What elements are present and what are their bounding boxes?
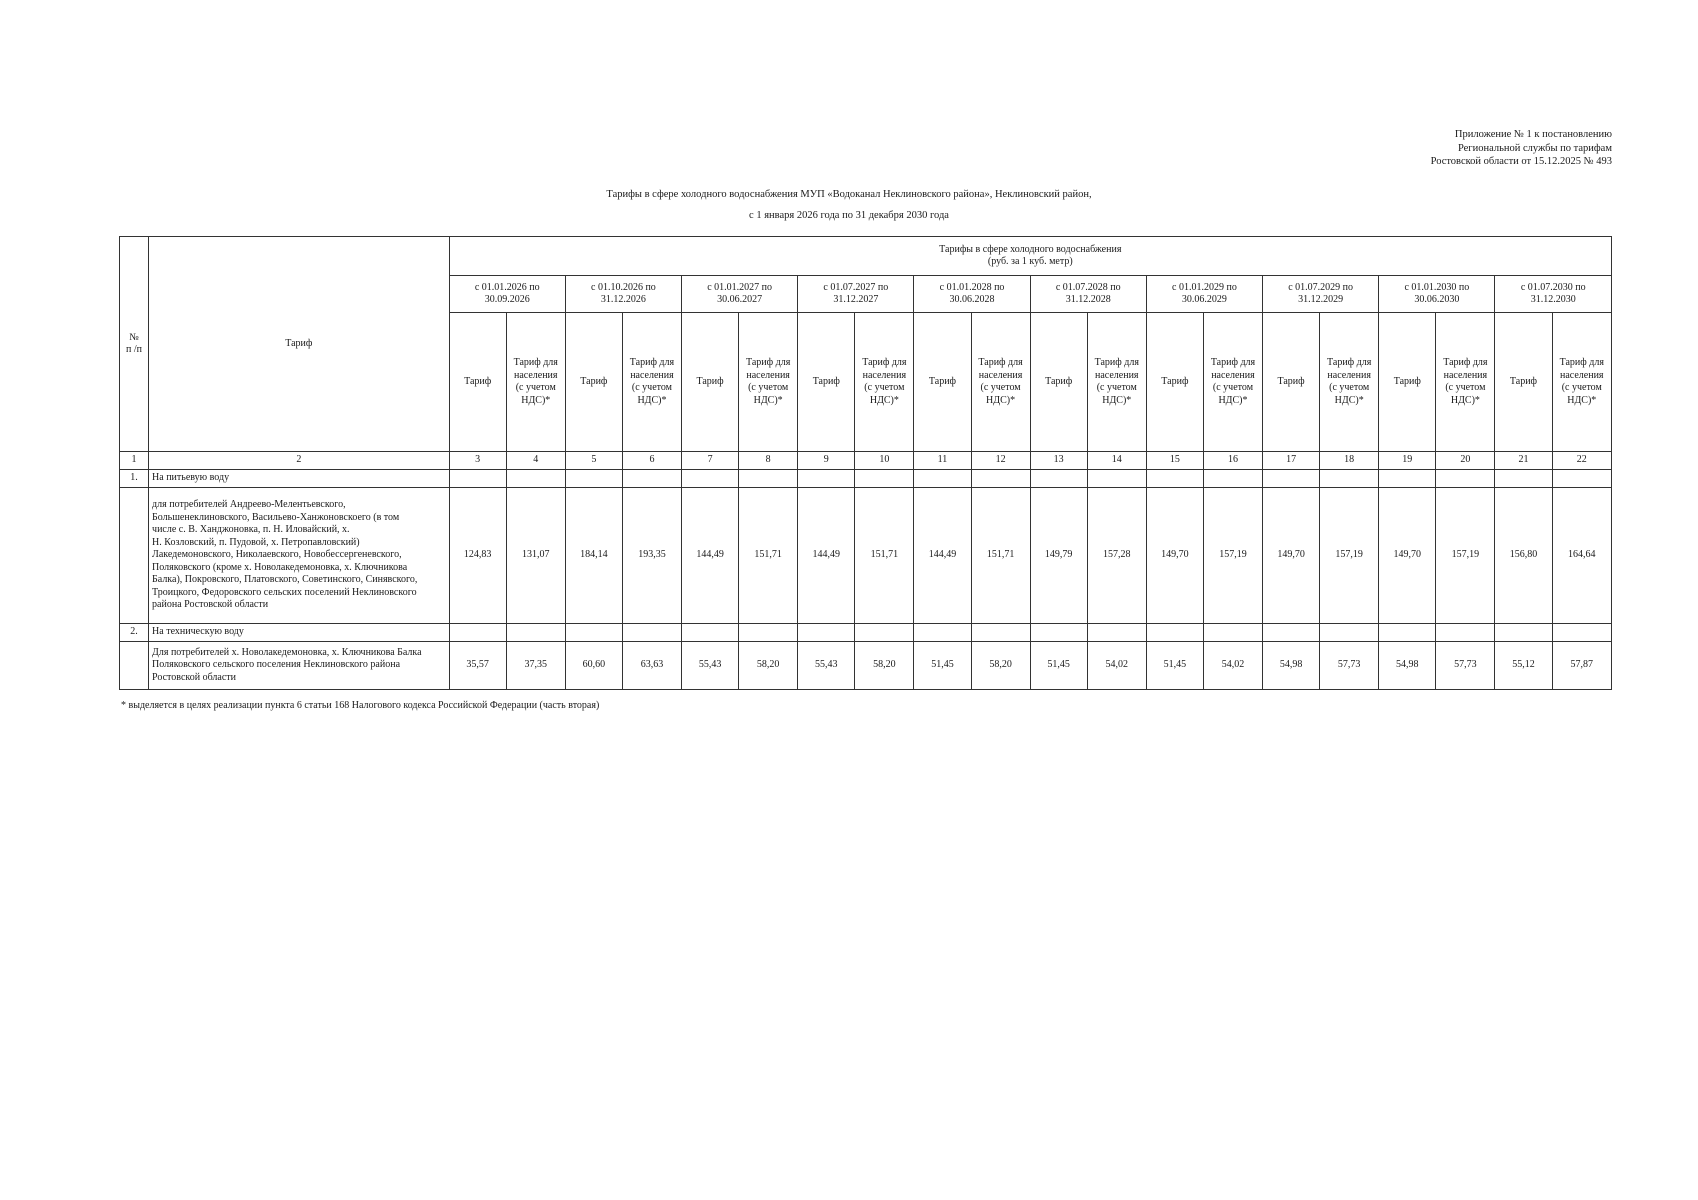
tariff-value: 151,71 [739,488,798,624]
column-number: 20 [1436,452,1495,470]
section-no: 2. [120,624,149,642]
subheader-population: Тариф для населения (с учетом НДС)* [506,313,565,452]
empty-cell [682,624,739,642]
empty-cell [914,624,971,642]
empty-cell [622,624,681,642]
empty-cell [1552,624,1611,642]
empty-cell [914,470,971,488]
empty-cell [971,624,1030,642]
subheader-population: Тариф для населения (с учетом НДС)* [739,313,798,452]
subheader-tariff: Тариф [565,313,622,452]
column-number: 9 [798,452,855,470]
tariff-value: 35,57 [449,642,506,690]
header-group: Тарифы в сфере холодного водоснабжения (руб. за 1 куб. метр) [449,237,1611,276]
tariff-value: 131,07 [506,488,565,624]
column-number: 12 [971,452,1030,470]
empty-cell [1263,624,1320,642]
annex-line: Приложение № 1 к постановлению [1454,129,1612,140]
period-header: с 01.01.2030 по 30.06.2030 [1379,276,1495,313]
header-tariff: Тариф [149,237,450,452]
subheader-population: Тариф для населения (с учетом НДС)* [971,313,1030,452]
period-header: с 01.07.2028 по 31.12.2028 [1030,276,1146,313]
period-header: с 01.07.2029 по 31.12.2029 [1263,276,1379,313]
period-header: с 01.01.2028 по 30.06.2028 [914,276,1030,313]
tariff-value: 149,70 [1379,488,1436,624]
tariff-value: 55,12 [1495,642,1552,690]
table-row [120,488,1612,624]
row-no [120,488,149,624]
title-line-1: Тарифы в сфере холодного водоснабжения МУП «Водоканал Неклиновского района», Неклиновский район, [606,189,1092,200]
column-number: 19 [1379,452,1436,470]
empty-cell [798,470,855,488]
tariff-value: 58,20 [971,642,1030,690]
tariff-value: 149,70 [1146,488,1203,624]
footnote: * выделяется в целях реализации пункта 6 статьи 168 Налогового кодекса Российской Федерации (часть вторая) [121,700,600,711]
subheader-population: Тариф для населения (с учетом НДС)* [1320,313,1379,452]
empty-cell [1495,624,1552,642]
empty-cell [1320,470,1379,488]
tariff-value: 157,19 [1320,488,1379,624]
subheader-tariff: Тариф [1495,313,1552,452]
row-no [120,642,149,690]
tariff-value: 51,45 [914,642,971,690]
empty-cell [1087,624,1146,642]
subheader-tariff: Тариф [1146,313,1203,452]
tariff-value: 51,45 [1146,642,1203,690]
tariff-value: 54,02 [1203,642,1262,690]
tariff-value: 144,49 [682,488,739,624]
subheader-tariff: Тариф [1030,313,1087,452]
header-row [120,237,1612,276]
column-number: 17 [1263,452,1320,470]
section-row [120,624,1612,642]
empty-cell [739,470,798,488]
tariff-value: 58,20 [855,642,914,690]
empty-cell [682,470,739,488]
subheader-tariff: Тариф [1379,313,1436,452]
period-header: с 01.10.2026 по 31.12.2026 [565,276,681,313]
tariff-value: 144,49 [798,488,855,624]
tariff-value: 57,73 [1436,642,1495,690]
empty-cell [1146,470,1203,488]
section-title: На питьевую воду [149,470,450,488]
row-label: для потребителей Андреево-Мелентьевского, Большенеклиновского, Васильево-Ханжоновскоего (в том числе с. В. Ханджоновка, п. Н. Иловайский, х. Н. Козловский, п. Пудовой, х. Петропавловский) Лакедемоновского, Николаевского, Новобессергеневского, Поляковского (кроме х. Новолакедемоновка, х. Ключникова Балка), Покровского, Платовского, Советинского, Синявского, Троицкого, Федоровского сельских поселений Неклиновского района Ростовской области [149,488,450,624]
period-header: с 01.07.2030 по 31.12.2030 [1495,276,1612,313]
tariff-value: 51,45 [1030,642,1087,690]
empty-cell [1379,470,1436,488]
tariff-value: 55,43 [798,642,855,690]
tariff-value: 37,35 [506,642,565,690]
empty-cell [855,470,914,488]
column-number: 14 [1087,452,1146,470]
empty-cell [1320,624,1379,642]
subheader-tariff: Тариф [449,313,506,452]
tariff-value: 63,63 [622,642,681,690]
tariff-value: 57,87 [1552,642,1611,690]
subheader-population: Тариф для населения (с учетом НДС)* [1203,313,1262,452]
subheader-tariff: Тариф [1263,313,1320,452]
empty-cell [1146,624,1203,642]
empty-cell [855,624,914,642]
column-number: 1 [120,452,149,470]
period-header: с 01.07.2027 по 31.12.2027 [798,276,914,313]
empty-cell [1030,470,1087,488]
subheader-population: Тариф для населения (с учетом НДС)* [622,313,681,452]
column-number: 13 [1030,452,1087,470]
tariff-value: 144,49 [914,488,971,624]
subheader-tariff: Тариф [914,313,971,452]
section-title: На техническую воду [149,624,450,642]
tariff-value: 55,43 [682,642,739,690]
period-header: с 01.01.2029 по 30.06.2029 [1146,276,1262,313]
subheader-population: Тариф для населения (с учетом НДС)* [1087,313,1146,452]
annex-line: Ростовской области от 15.12.2025 № 493 [1430,156,1612,167]
empty-cell [971,470,1030,488]
tariff-value: 54,98 [1263,642,1320,690]
tariff-value: 157,19 [1203,488,1262,624]
tariff-value: 151,71 [971,488,1030,624]
tariff-value: 184,14 [565,488,622,624]
row-label: Для потребителей х. Новолакедемоновка, х. Ключникова Балка Поляковского сельского поселения Неклиновского района Ростовской области [149,642,450,690]
tariff-table [119,236,1612,690]
column-number: 11 [914,452,971,470]
tariff-value: 156,80 [1495,488,1552,624]
period-header: с 01.01.2026 по 30.09.2026 [449,276,565,313]
subheader-population: Тариф для населения (с учетом НДС)* [855,313,914,452]
empty-cell [1436,470,1495,488]
column-number: 7 [682,452,739,470]
column-number: 5 [565,452,622,470]
tariff-value: 124,83 [449,488,506,624]
subheader-population: Тариф для населения (с учетом НДС)* [1436,313,1495,452]
empty-cell [622,470,681,488]
empty-cell [449,624,506,642]
column-number: 2 [149,452,450,470]
column-number: 8 [739,452,798,470]
title-line-2: с 1 января 2026 года по 31 декабря 2030 года [749,210,949,221]
column-number: 22 [1552,452,1611,470]
empty-cell [1203,624,1262,642]
section-no: 1. [120,470,149,488]
tariff-value: 54,02 [1087,642,1146,690]
column-number: 21 [1495,452,1552,470]
tariff-value: 57,73 [1320,642,1379,690]
empty-cell [1263,470,1320,488]
empty-cell [565,624,622,642]
section-row [120,470,1612,488]
document-title [0,188,1698,222]
column-number: 4 [506,452,565,470]
subheader-tariff: Тариф [682,313,739,452]
header-no: № п /п [120,237,149,452]
empty-cell [1552,470,1611,488]
column-number: 15 [1146,452,1203,470]
annex-heading [1431,128,1612,169]
empty-cell [1203,470,1262,488]
empty-cell [798,624,855,642]
tariff-value: 60,60 [565,642,622,690]
empty-cell [739,624,798,642]
empty-cell [1379,624,1436,642]
tariff-value: 58,20 [739,642,798,690]
empty-cell [1436,624,1495,642]
tariff-value: 149,79 [1030,488,1087,624]
column-number: 10 [855,452,914,470]
column-number: 18 [1320,452,1379,470]
subheader-population: Тариф для населения (с учетом НДС)* [1552,313,1611,452]
subheader-tariff: Тариф [798,313,855,452]
tariff-value: 54,98 [1379,642,1436,690]
tariff-value: 164,64 [1552,488,1611,624]
column-number-row [120,452,1612,470]
empty-cell [449,470,506,488]
tariff-value: 149,70 [1263,488,1320,624]
empty-cell [506,624,565,642]
tariff-value: 157,28 [1087,488,1146,624]
empty-cell [1087,470,1146,488]
annex-line: Региональной службы по тарифам [1457,142,1612,154]
tariff-value: 157,19 [1436,488,1495,624]
tariff-value: 193,35 [622,488,681,624]
column-number: 3 [449,452,506,470]
period-header: с 01.01.2027 по 30.06.2027 [682,276,798,313]
empty-cell [1495,470,1552,488]
column-number: 6 [622,452,681,470]
column-number: 16 [1203,452,1262,470]
empty-cell [1030,624,1087,642]
empty-cell [565,470,622,488]
table-row [120,642,1612,690]
tariff-value: 151,71 [855,488,914,624]
empty-cell [506,470,565,488]
